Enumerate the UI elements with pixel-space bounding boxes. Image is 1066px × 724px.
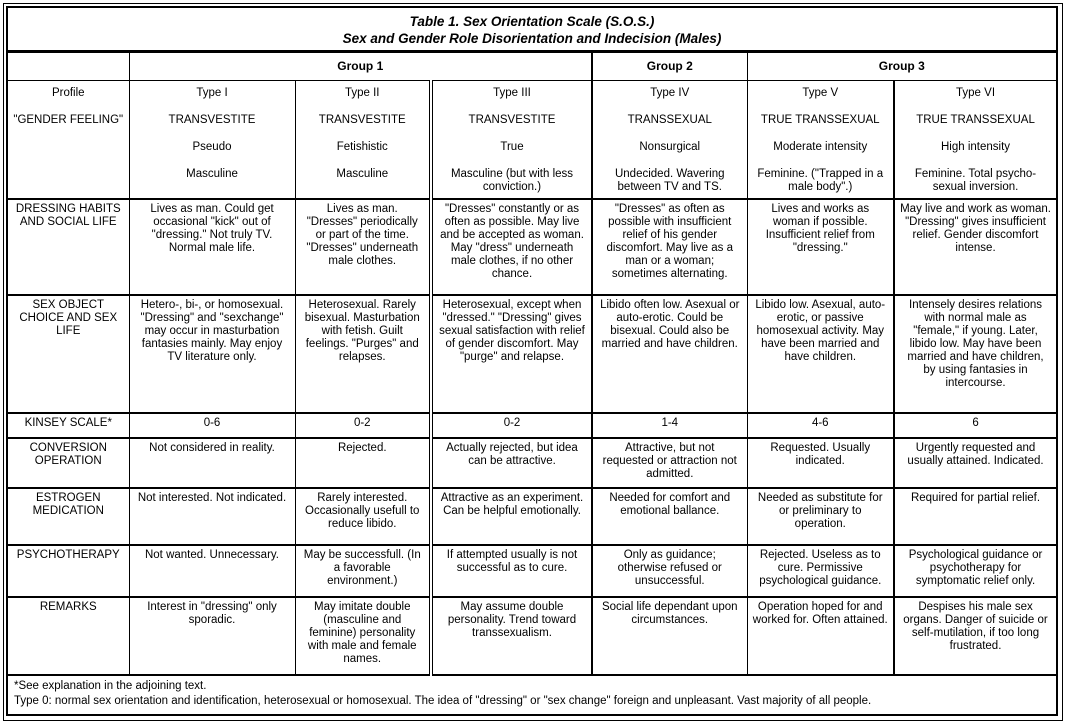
table-cell: 0-2 [431, 413, 592, 438]
group-header-empty-cell [7, 52, 129, 81]
table-cell: 0-2 [295, 413, 431, 438]
type-name: TRANSVESTITE [318, 114, 406, 126]
group-header-row [7, 52, 1057, 81]
type-feeling: Masculine [186, 168, 238, 180]
table-cell: Only as guidance; otherwise refused or unsuccessful. [592, 545, 747, 597]
type-feeling: Masculine (but with less conviction.) [450, 168, 574, 193]
row-label-conversion-operation: CONVERSION OPERATION [7, 438, 129, 488]
type-3-header-cell [431, 81, 592, 199]
table-cell: May assume double personality. Trend toward transsexualism. [431, 597, 592, 675]
group-1-header: Group 1 [129, 52, 592, 81]
table-cell: Heterosexual, except when "dressed." "Dressing" gives sexual satisfaction with relief of gender discomfort. May "purge" and relapse. [431, 295, 592, 413]
table-title-line2: Sex and Gender Role Disorientation and Indecision (Males) [342, 31, 722, 46]
row-label-psychotherapy: PSYCHOTHERAPY [7, 545, 129, 597]
table-cell: Heterosexual. Rarely bisexual. Masturbation with fetish. Guilt feelings. "Purges" and relapses. [295, 295, 431, 413]
type-label: Type V [802, 87, 839, 99]
group-3-header: Group 3 [747, 52, 1057, 81]
table-row-dressing-habits [7, 199, 1057, 295]
footnote-line-2: Type 0: normal sex orientation and identification, heterosexual or homosexual. The idea of "dressing" or "sex change" foreign and unpleasant. Vast majority of all people. [14, 694, 872, 707]
type-name: TRUE TRANSSEXUAL [760, 114, 880, 126]
type-feeling: Masculine [336, 168, 389, 180]
type-name: TRUE TRANSSEXUAL [916, 114, 1035, 126]
type-6-header-cell [894, 81, 1057, 199]
type-subtype: High intensity [940, 141, 1011, 153]
table-cell: Lives and works as woman if possible. Insufficient relief from "dressing." [747, 199, 894, 295]
table-cell: Psychological guidance or psychotherapy for symptomatic relief only. [894, 545, 1057, 597]
table-cell: 6 [894, 413, 1057, 438]
table-cell: Not interested. Not indicated. [129, 488, 295, 545]
table-cell: Required for partial relief. [894, 488, 1057, 545]
table-cell: "Dresses" constantly or as often as possible. May live and be accepted as woman. May "dress" underneath male clothes, if no other chance. [431, 199, 592, 295]
type-name: TRANSVESTITE [468, 114, 556, 126]
type-subtype: True [500, 141, 524, 153]
table-row-psychotherapy [7, 545, 1057, 597]
table-cell: Requested. Usually indicated. [747, 438, 894, 488]
table-cell: Operation hoped for and worked for. Often attained. [747, 597, 894, 675]
type-label: Type VI [956, 87, 996, 99]
table-row-conversion-operation [7, 438, 1057, 488]
row-label-kinsey-scale: KINSEY SCALE* [7, 413, 129, 438]
type-subtype: Nonsurgical [639, 141, 701, 153]
table-row-estrogen-medication [7, 488, 1057, 545]
type-feeling: Feminine. Total psycho-sexual inversion. [914, 168, 1037, 193]
table-cell: 4-6 [747, 413, 894, 438]
type-name: TRANSVESTITE [168, 114, 256, 126]
type-4-header-cell [592, 81, 747, 199]
table-outer-frame [3, 3, 1063, 721]
type-5-header-cell [747, 81, 894, 199]
gender-feeling-label: "GENDER FEELING" [13, 114, 124, 126]
table-cell: If attempted usually is not successful as to cure. [431, 545, 592, 597]
row-label-estrogen-medication: ESTROGEN MEDICATION [7, 488, 129, 545]
table-row-kinsey-scale [7, 413, 1057, 438]
table-cell: Rejected. [295, 438, 431, 488]
table-title [7, 7, 1057, 52]
table-cell: Needed for comfort and emotional ballance. [592, 488, 747, 545]
profile-label: Profile [51, 87, 85, 99]
footnote-line-1: *See explanation in the adjoining text. [14, 679, 207, 692]
type-name: TRANSSEXUAL [627, 114, 712, 126]
profile-header-cell [7, 81, 129, 199]
table-cell: Social life dependant upon circumstances. [592, 597, 747, 675]
table-cell: Lives as man. Could get occasional "kick" out of "dressing." Not truly TV. Normal male life. [129, 199, 295, 295]
table-cell: May be successfull. (In a favorable environment.) [295, 545, 431, 597]
type-label: Type IV [650, 87, 690, 99]
sos-table [6, 6, 1058, 716]
row-label-dressing-habits: DRESSING HABITS AND SOCIAL LIFE [7, 199, 129, 295]
table-cell: Lives as man. "Dresses" periodically or part of the time. "Dresses" underneath male clothes. [295, 199, 431, 295]
table-cell: Urgently requested and usually attained. Indicated. [894, 438, 1057, 488]
table-cell: Needed as substitute for or preliminary to operation. [747, 488, 894, 545]
type-2-header-cell [295, 81, 431, 199]
table-cell: Rejected. Useless as to cure. Permissive psychological guidance. [747, 545, 894, 597]
row-label-sex-object-choice: SEX OBJECT CHOICE AND SEX LIFE [7, 295, 129, 413]
type-label: Type I [196, 87, 228, 99]
table-cell: "Dresses" as often as possible with insufficient relief of his gender discomfort. May live as a man or a woman; sometimes alternating. [592, 199, 747, 295]
table-cell: Libido low. Asexual, auto-erotic, or passive homosexual activity. May have been married and have children. [747, 295, 894, 413]
type-subtype: Fetishistic [336, 141, 388, 153]
table-cell: May live and work as woman. "Dressing" gives insufficient relief. Gender discomfort intense. [894, 199, 1057, 295]
table-row-sex-object-choice [7, 295, 1057, 413]
table-cell: May imitate double (masculine and feminine) personality with male and female names. [295, 597, 431, 675]
table-cell: Libido often low. Asexual or auto-erotic. Could be bisexual. Could also be married and have children. [592, 295, 747, 413]
table-title-row [7, 7, 1057, 52]
table-cell: Intensely desires relations with normal male as "female," if young. Later, libido low. May have been married and have children, by using fantasies in intercourse. [894, 295, 1057, 413]
group-2-header: Group 2 [592, 52, 747, 81]
type-label: Type II [344, 87, 380, 99]
table-cell: Interest in "dressing" only sporadic. [129, 597, 295, 675]
table-cell: Actually rejected, but idea can be attractive. [431, 438, 592, 488]
footnote-row [7, 675, 1057, 715]
table-cell: Hetero-, bi-, or homosexual. "Dressing" and "sexchange" may occur in masturbation fantasies mainly. May enjoy TV literature only. [129, 295, 295, 413]
table-cell: 0-6 [129, 413, 295, 438]
footnote-cell [7, 675, 1057, 715]
table-cell: Not wanted. Unnecessary. [129, 545, 295, 597]
type-subtype: Moderate intensity [773, 141, 868, 153]
type-feeling: Feminine. ("Trapped in a male body".) [757, 168, 884, 193]
table-cell: 1-4 [592, 413, 747, 438]
type-1-header-cell [129, 81, 295, 199]
table-row-remarks [7, 597, 1057, 675]
row-label-remarks: REMARKS [7, 597, 129, 675]
type-header-row [7, 81, 1057, 199]
table-cell: Not considered in reality. [129, 438, 295, 488]
type-label: Type III [493, 87, 531, 99]
table-cell: Attractive, but not requested or attraction not admitted. [592, 438, 747, 488]
table-title-line1: Table 1. Sex Orientation Scale (S.O.S.) [409, 14, 655, 29]
table-cell: Despises his male sex organs. Danger of suicide or self-mutilation, if too long frustrated. [894, 597, 1057, 675]
type-subtype: Pseudo [192, 141, 232, 153]
table-cell: Rarely interested. Occasionally usefull to reduce libido. [295, 488, 431, 545]
type-feeling: Undecided. Wavering between TV and TS. [614, 168, 725, 193]
table-cell: Attractive as an experiment. Can be helpful emotionally. [431, 488, 592, 545]
